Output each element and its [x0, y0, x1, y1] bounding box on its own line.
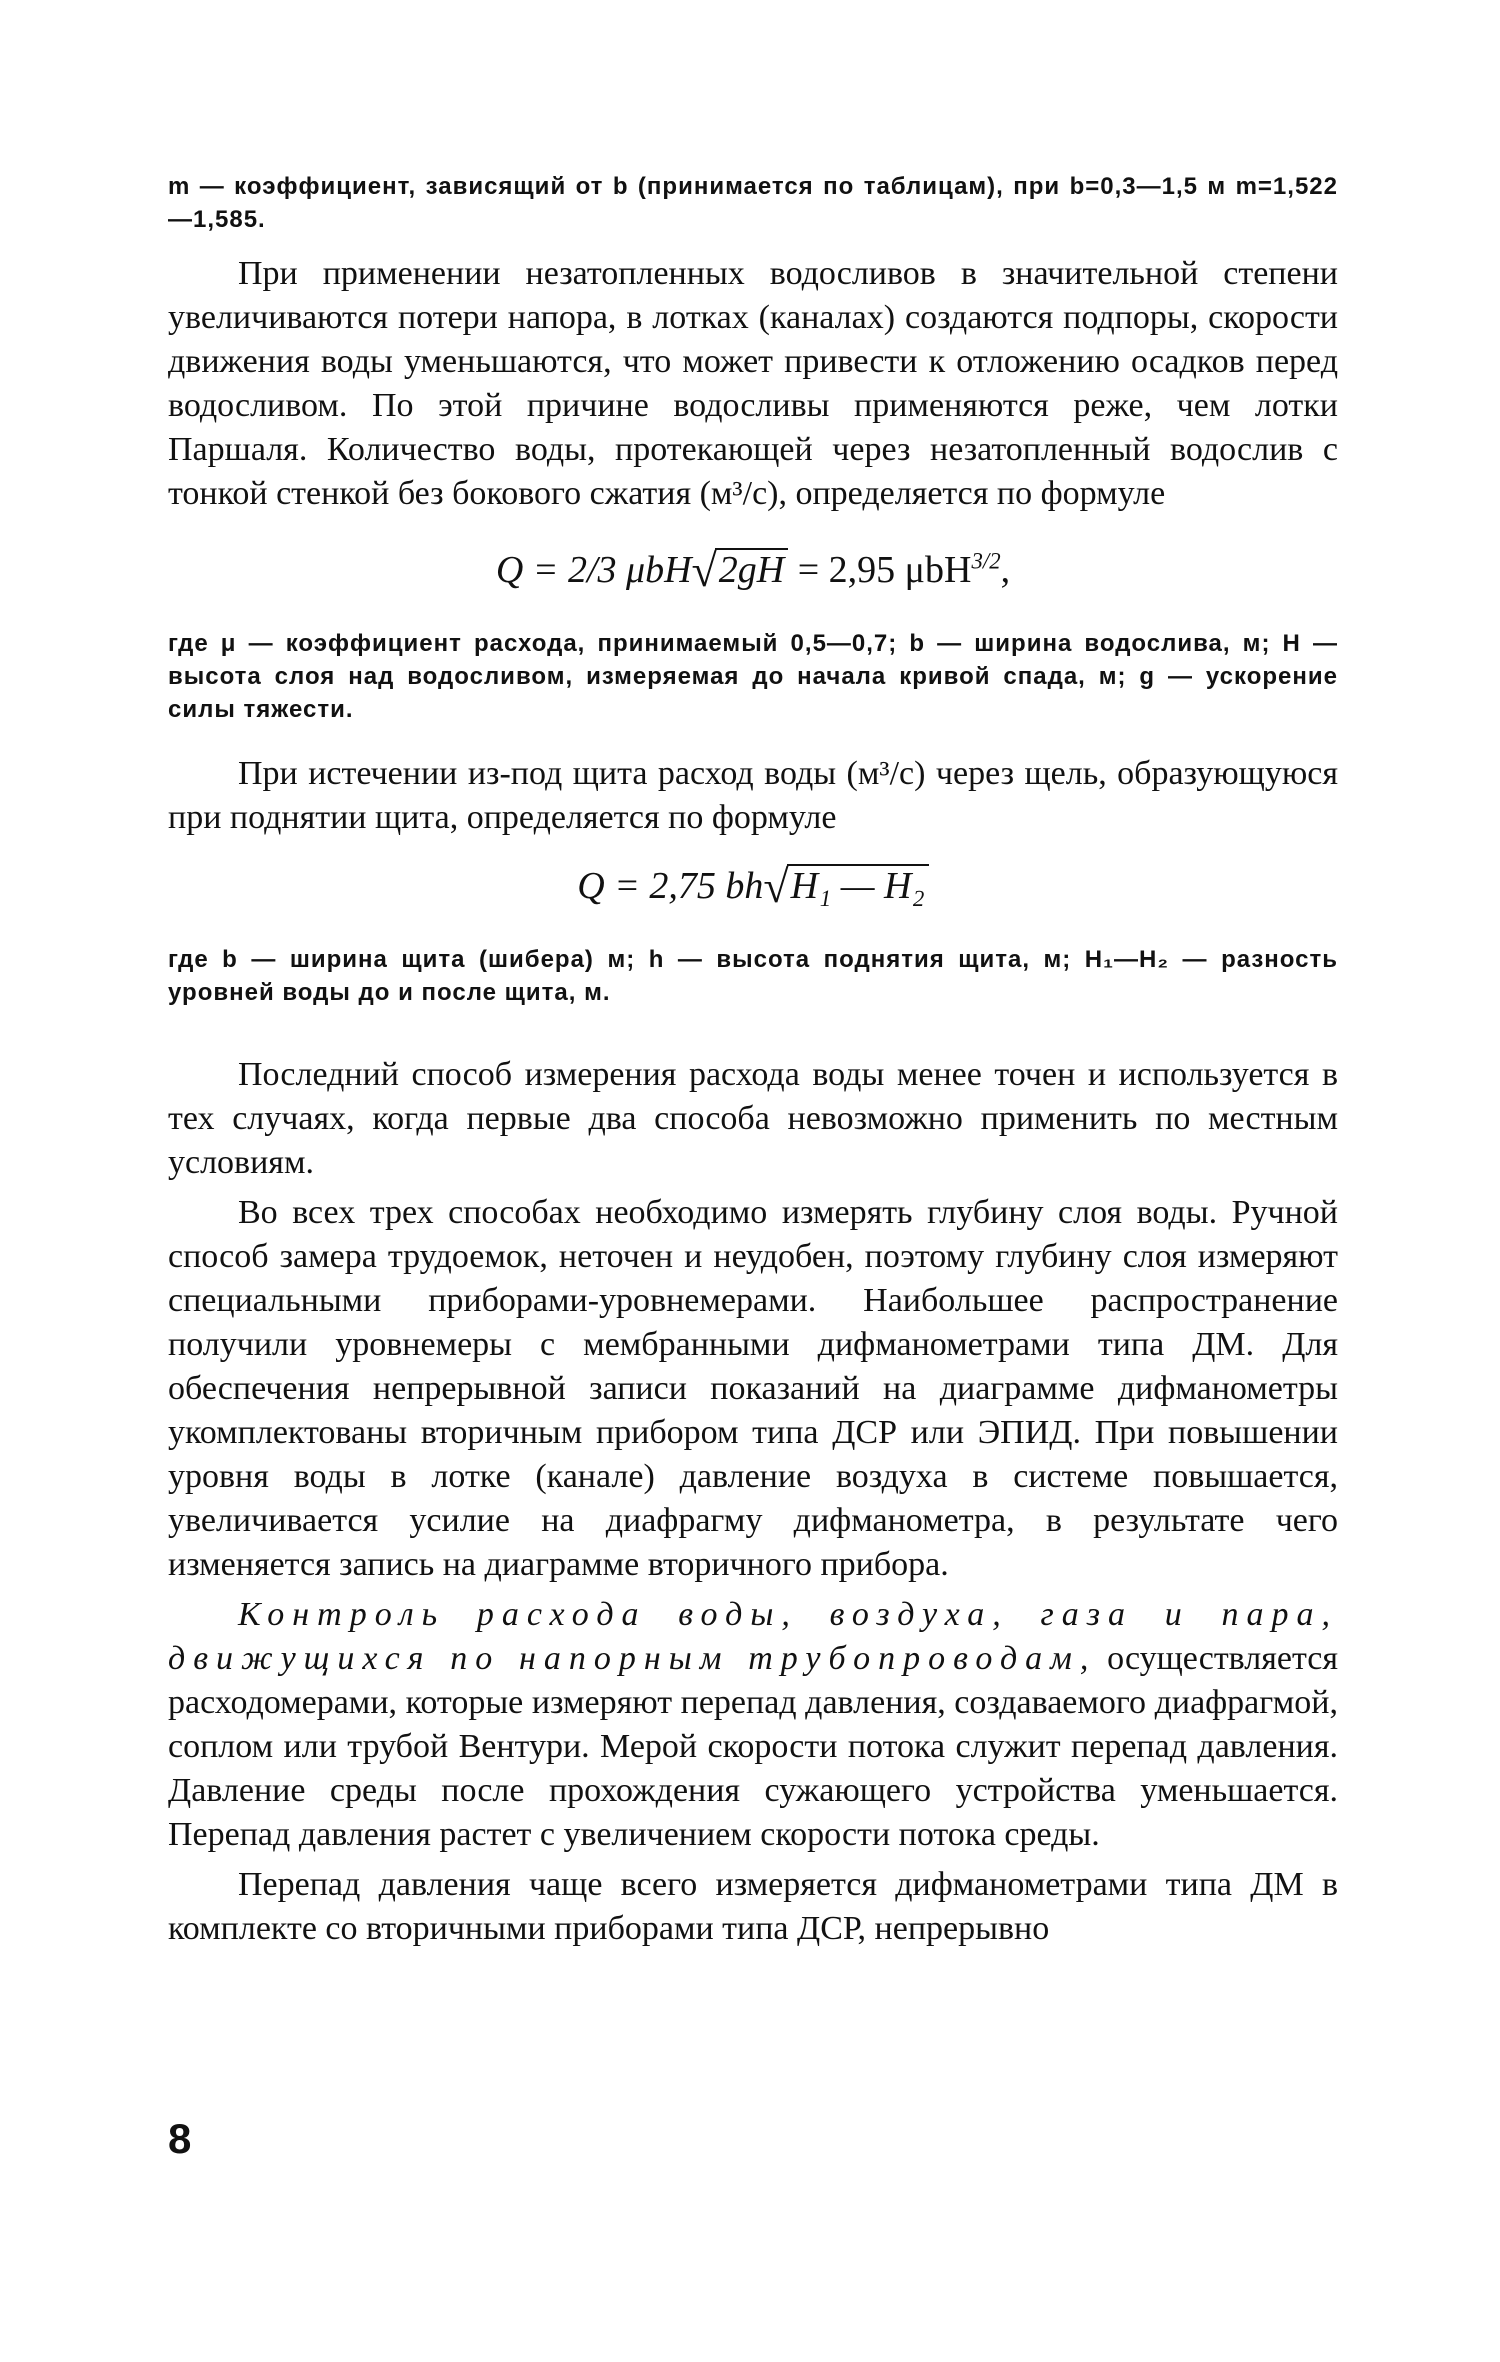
- formula-gate-radicand: H₁ — H₂: [787, 864, 929, 906]
- paragraph-4: Во всех трех способах необходимо измерять глубину слоя воды. Ручной способ замера трудоемок, неточен и неудобен, поэтому глубину слоя измеряют специальными приборами-уровнемерами. Наибольшее распространение получили уровнемеры с мембранными дифманометрами типа ДМ. Для обеспечения непрерывной записи показаний на диаграмме дифманометры укомплектованы вторичным прибором типа ДСР или ЭПИД. При повышении уровня воды в лотке (канале) давление воздуха в системе повышается, увеличивается усилие на диафрагму дифманометра, в результате чего изменяется запись на диаграмме вторичного прибора.: [168, 1194, 1338, 1583]
- note-top: m — коэффициент, зависящий от b (принимается по таблицам), при b=0,3—1,5 м m=1,522—1,585.: [168, 173, 1338, 233]
- paragraph-3: Последний способ измерения расхода воды менее точен и используется в тех случаях, когда первые два способа невозможно применить по местным условиям.: [168, 1056, 1338, 1181]
- formula-gate: [168, 860, 1338, 913]
- page-number: 8: [168, 2115, 192, 2162]
- formula-weir-exponent: 3/2: [971, 548, 1001, 574]
- formula-weir-lhs: Q = 2/3 μbH: [495, 549, 692, 591]
- formula-weir-rhs: = 2,95 μbH: [788, 549, 972, 591]
- paragraph-5: [168, 1593, 1338, 1857]
- formula-weir-radicand: 2gH: [715, 548, 788, 590]
- page-body: [168, 170, 1338, 1951]
- note-gate-legend: где b — ширина щита (шибера) м; h — высота поднятия щита, м; H₁—H₂ — разность уровней воды до и после щита, м.: [168, 946, 1338, 1006]
- paragraph-5-spaced: Контроль расхода воды, воздуха, газа и пара, движущихся по напорным трубопроводам,: [168, 1596, 1338, 1677]
- sqrt-symbol: √: [691, 545, 717, 596]
- paragraph-1: При применении незатопленных водосливов в значительной степени увеличиваются потери напора, в лотках (каналах) создаются подпоры, скорости движения воды уменьшаются, что может привести к отложению осадков перед водосливом. По этой причине водосливы применяются реже, чем лотки Паршаля. Количество воды, протекающей через незатопленный водослив с тонкой стенкой без бокового сжатия (м³/с), определяется по формуле: [168, 255, 1338, 512]
- sqrt-symbol: √: [763, 861, 789, 912]
- paragraph-5-rest: осуществляется расходомерами, которые измеряют перепад давления, создаваемого диафрагмой, соплом или трубой Вентури. Мерой скорости потока служит перепад давления. Давление среды после прохождения сужающего устройства уменьшается. Перепад давления растет с увеличением скорости потока среды.: [168, 1640, 1338, 1853]
- formula-weir: [168, 544, 1338, 597]
- formula-gate-lhs: Q = 2,75 bh: [577, 865, 764, 907]
- note-weir-legend: где μ — коэффициент расхода, принимаемый 0,5—0,7; b — ширина водослива, м; H — высота слоя над водосливом, измеряемая до начала кривой спада, м; g — ускорение силы тяжести.: [168, 630, 1338, 723]
- formula-weir-end: ,: [1000, 549, 1011, 591]
- paragraph-2: При истечении из-под щита расход воды (м³/с) через щель, образующуюся при поднятии щита, определяется по формуле: [168, 755, 1338, 836]
- paragraph-6: Перепад давления чаще всего измеряется дифманометрами типа ДМ в комплекте со вторичными приборами типа ДСР, непрерывно: [168, 1866, 1338, 1947]
